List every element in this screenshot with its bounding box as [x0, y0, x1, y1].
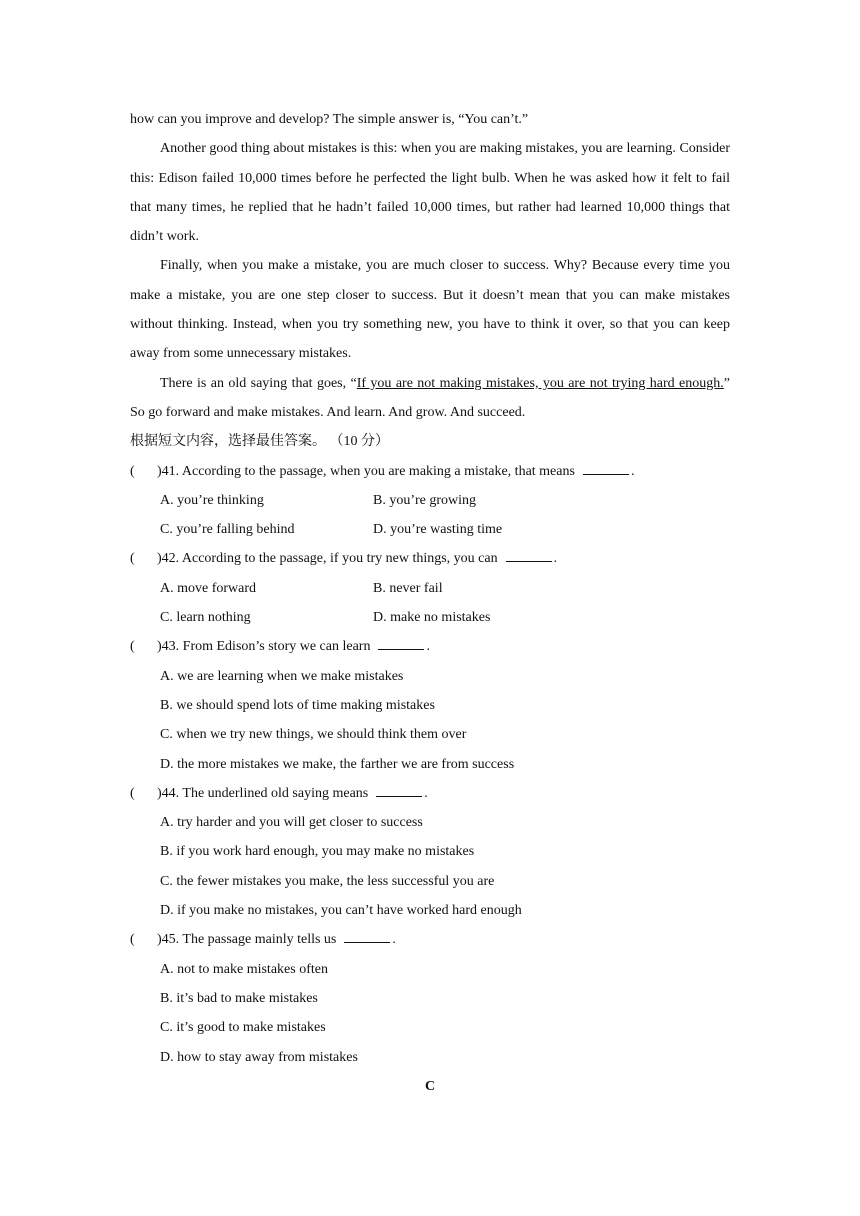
option-c[interactable]: C. when we try new things, we should think them over: [160, 727, 467, 743]
question-end: .: [424, 785, 428, 801]
options-row: [130, 486, 730, 515]
option-c[interactable]: C. it’s good to make mistakes: [160, 1020, 326, 1036]
answer-paren: (: [130, 551, 135, 567]
option-d[interactable]: D. if you make no mistakes, you can’t have worked hard enough: [160, 903, 522, 919]
answer-paren: (: [130, 639, 135, 655]
options-row: [130, 574, 730, 603]
option-d[interactable]: D. how to stay away from mistakes: [160, 1049, 358, 1065]
question-42: [130, 544, 730, 573]
option-d[interactable]: D. make no mistakes: [373, 610, 491, 626]
section-instruction: 根据短文内容，选择最佳答案。 （10 分）: [130, 434, 389, 450]
passage-paragraph-success: Finally, when you make a mistake, you are much closer to success. Why? Because every time you make a mistake, you are one step closer to success. But it doesn’t mean that you can make mistakes without thinking. Instead, when you try something new, you have to think it over, so that you can keep away from some unnecessary mistakes.: [130, 258, 730, 362]
answer-blank[interactable]: [378, 637, 424, 650]
question-stem: )41. According to the passage, when you are making a mistake, that means: [157, 463, 575, 479]
option-d[interactable]: D. the more mistakes we make, the farther we are from success: [160, 756, 515, 772]
question-stem: )45. The passage mainly tells us: [157, 932, 337, 948]
question-41: [130, 457, 730, 486]
answer-paren: (: [130, 785, 135, 801]
option-c[interactable]: C. learn nothing: [160, 610, 251, 626]
answer-blank[interactable]: [583, 462, 629, 475]
option-c[interactable]: C. the fewer mistakes you make, the less successful you are: [160, 873, 495, 889]
options-row: [130, 603, 730, 632]
option-c[interactable]: C. you’re falling behind: [160, 522, 295, 538]
question-44: [130, 779, 730, 808]
answer-blank[interactable]: [344, 930, 390, 943]
saying-conclusion: ” So go forward and make mistakes. And learn. And grow. And succeed.: [130, 375, 730, 420]
saying-intro: There is an old saying that goes, “: [160, 375, 357, 391]
question-stem: )43. From Edison’s story we can learn: [157, 639, 371, 655]
option-d[interactable]: D. you’re wasting time: [373, 522, 503, 538]
option-b[interactable]: B. if you work hard enough, you may make no mistakes: [160, 844, 475, 860]
option-a[interactable]: A. you’re thinking: [160, 492, 264, 508]
answer-paren: (: [130, 932, 135, 948]
options-row: [130, 515, 730, 544]
passage-paragraph-continued: how can you improve and develop? The simple answer is, “You can’t.”: [130, 112, 529, 127]
option-a[interactable]: A. try harder and you will get closer to success: [160, 815, 423, 831]
question-end: .: [392, 932, 396, 948]
passage-paragraph-saying: [130, 369, 730, 428]
option-b[interactable]: B. it’s bad to make mistakes: [160, 990, 318, 1006]
section-heading-c: C: [424, 1078, 436, 1094]
question-stem: )44. The underlined old saying means: [157, 785, 369, 801]
answer-paren: (: [130, 463, 135, 479]
passage-paragraph-edison: Another good thing about mistakes is this: when you are making mistakes, you are learning. Consider this: Edison failed 10,000 times before he perfected the light bulb. When he was asked how it felt to fail that many times, he replied that he hadn’t failed 10,000 times, but rather had learned 10,000 things that didn’t work.: [130, 141, 730, 245]
question-stem: )42. According to the passage, if you try new things, you can: [157, 551, 498, 567]
option-b[interactable]: B. you’re growing: [373, 492, 477, 508]
answer-blank[interactable]: [376, 784, 422, 797]
question-end: .: [553, 551, 558, 567]
question-end: .: [630, 463, 635, 479]
option-a[interactable]: A. we are learning when we make mistakes: [160, 668, 404, 684]
option-a[interactable]: A. move forward: [160, 580, 257, 596]
question-end: .: [426, 639, 430, 655]
option-a[interactable]: A. not to make mistakes often: [160, 961, 328, 977]
option-b[interactable]: B. we should spend lots of time making mistakes: [160, 697, 435, 713]
question-43: [130, 632, 730, 661]
underlined-saying: If you are not making mistakes, you are not trying hard enough.: [356, 375, 724, 391]
question-45: [130, 925, 730, 954]
page-content: [130, 105, 730, 1101]
answer-blank[interactable]: [506, 549, 552, 562]
option-b[interactable]: B. never fail: [373, 580, 443, 596]
